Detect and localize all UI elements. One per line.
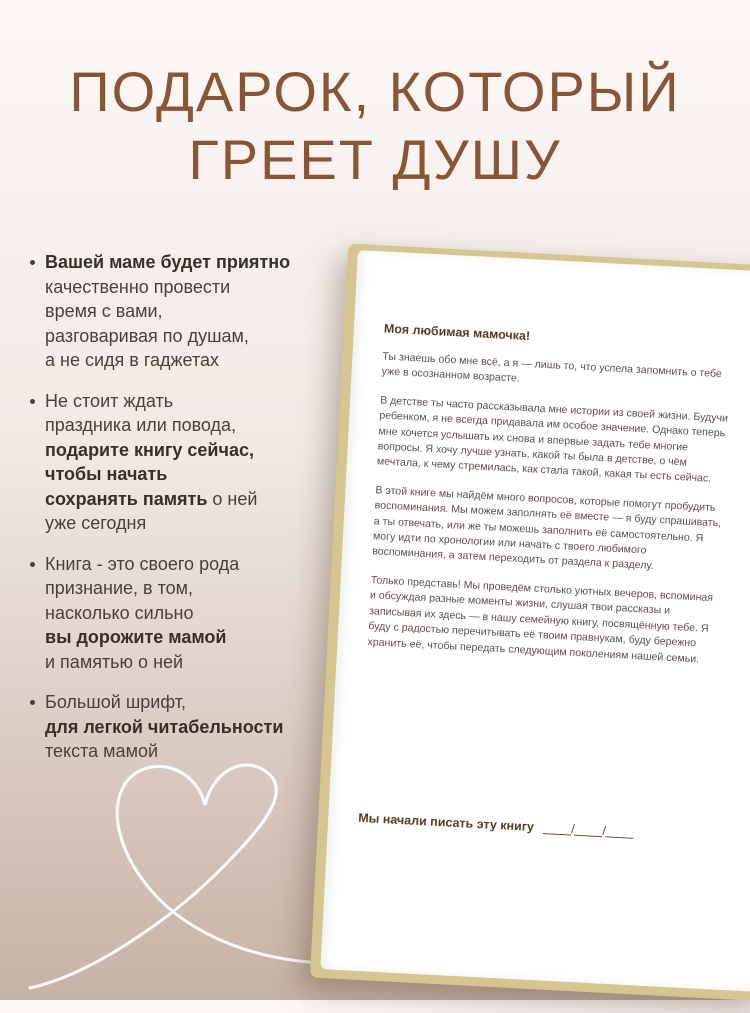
- book-paragraph: Ты знаешь обо мне всё, а я — лишь то, что успела запомнить о тебе уже в осознанном возрасте.: [381, 350, 723, 386]
- feature-emphasis: подарите книгу сейчас,: [45, 439, 254, 460]
- feature-text: Большой шрифт,: [45, 692, 186, 712]
- feature-text: а не сидя в гаджетах: [45, 350, 220, 370]
- feature-text: насколько сильно: [45, 602, 194, 623]
- feature-line: [45, 715, 330, 740]
- book-footer-label: Мы начали писать эту книгу: [357, 810, 535, 834]
- book-paragraph: Только представь! Мы проведём столько уютных вечеров, вспоминая и обсуждая разные моменты жизни, слушая твои рассказы и записывая их здесь — в нашу семейную книгу, посвящённую тебе. Я буду с радостью перечитывать её твоим правнукам, буду бережно хранить её, чтобы передать следующим поколениям нашей семьи.: [367, 574, 714, 665]
- headline: [0, 58, 750, 194]
- feature-text: признание, в том,: [45, 578, 194, 598]
- feature-text: время с вами,: [45, 301, 163, 321]
- feature-line: [45, 438, 330, 463]
- book-paragraph: В этой книге мы найдём много вопросов, которые помогут пробудить воспоминания. Мы можем заполнять её вместе — я буду спрашивать, а ты отвечать, или же ты можешь заполнить её самостоятельно. Я могу идти по хронологии или начать с твоего любимого воспоминания, а затем переходить от раздела к разделу.: [371, 484, 722, 573]
- feature-item: [30, 250, 330, 373]
- feature-line: [45, 576, 330, 601]
- feature-line: [45, 389, 330, 414]
- book-page-title: Моя любимая мамочка!: [383, 321, 531, 344]
- feature-text: о ней: [207, 488, 258, 509]
- book-footer-date: ____/____/____: [543, 820, 635, 840]
- feature-text: Книга - это своего рода: [45, 553, 240, 574]
- feature-line: [45, 324, 330, 349]
- feature-emphasis: сохранять память: [45, 488, 208, 509]
- feature-item: [30, 552, 330, 675]
- feature-line: [45, 462, 330, 487]
- headline-line-1: ПОДАРОК, КОТОРЫЙ: [69, 60, 681, 123]
- feature-text: праздника или повода,: [45, 415, 237, 435]
- feature-text: Не стоит ждать: [45, 390, 174, 411]
- headline-line-2: ГРЕЕТ ДУШУ: [188, 128, 562, 191]
- book-paragraph: В детстве ты часто рассказывала мне истории из своей жизни. Будучи ребенком, я не всегда придавала им особое значение. Однако теперь мне хочется услышать их снова и впервые задать тебе многие вопросы. Я хочу лучше узнать, какой ты была в детстве, о чём мечтала, к чему стремилась, как стала такой, какая ты есть сейчас.: [376, 394, 729, 486]
- feature-text: и памятью о ней: [45, 651, 184, 672]
- feature-line: [45, 275, 330, 300]
- feature-line: [45, 511, 330, 536]
- feature-emphasis: Вашей маме будет приятно: [45, 252, 291, 272]
- feature-line: [45, 650, 330, 675]
- feature-line: [45, 413, 330, 438]
- open-book: [319, 250, 750, 1013]
- feature-item: [30, 389, 330, 536]
- feature-emphasis: чтобы начать: [45, 464, 168, 484]
- feature-line: [45, 250, 330, 275]
- feature-text: разговаривая по душам,: [45, 325, 249, 346]
- feature-line: [45, 625, 330, 650]
- feature-line: [45, 690, 330, 715]
- feature-line: [45, 348, 330, 373]
- feature-text: уже сегодня: [45, 513, 147, 533]
- feature-list: [30, 250, 330, 780]
- feature-line: [45, 487, 330, 512]
- feature-emphasis: вы дорожите мамой: [45, 627, 227, 647]
- feature-text: текста мамой: [45, 741, 159, 761]
- feature-line: [45, 601, 330, 626]
- feature-line: [45, 552, 330, 577]
- feature-line: [45, 299, 330, 324]
- book-footer: [358, 811, 708, 843]
- book-page: [320, 250, 750, 992]
- feature-emphasis: для легкой читабельности: [45, 716, 284, 737]
- feature-text: качественно провести: [45, 276, 231, 297]
